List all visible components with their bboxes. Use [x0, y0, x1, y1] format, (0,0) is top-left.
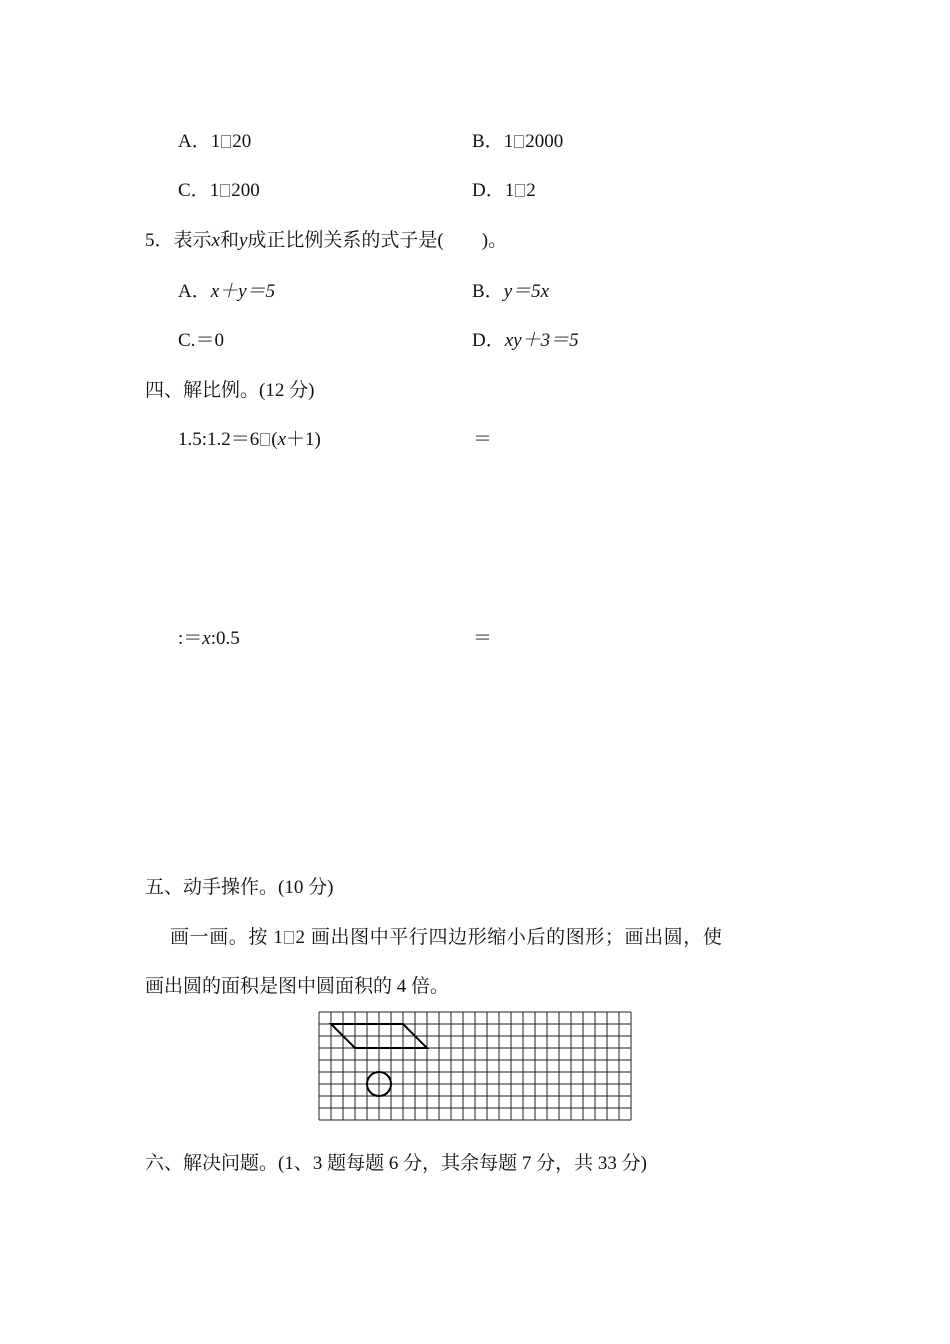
option-expression: x＋y＝5	[210, 281, 276, 302]
proportion-equation-4: ＝	[473, 628, 493, 649]
section-6-title: 六、解决问题。(1、3 题每题 6 分，其余每题 7 分，共 33 分)	[145, 1153, 647, 1174]
equation-text: (	[271, 429, 278, 450]
q5-option-a	[178, 280, 275, 304]
option-label: C．	[178, 180, 210, 201]
option-expression: xy＋3＝5	[504, 330, 579, 351]
proportion-equation-1	[178, 428, 321, 452]
grid-lines	[319, 1012, 631, 1120]
option-expression: ＝0	[195, 330, 224, 351]
missing-glyph-box	[284, 931, 294, 944]
option-value: 1	[503, 131, 514, 152]
equation-text: 1.5:1.2＝6	[178, 429, 260, 450]
instruction-text: 画一画。按 1	[170, 927, 284, 948]
missing-glyph-box	[221, 135, 231, 148]
section-5-title: 五、动手操作。(10 分)	[145, 877, 334, 898]
missing-glyph-box	[260, 433, 270, 446]
q5-option-c	[178, 329, 224, 353]
variable-x: x	[277, 429, 287, 450]
question-text: 成正比例关系的式子是( )。	[247, 230, 508, 251]
q5-option-d	[472, 329, 579, 353]
variable-x: x	[211, 230, 220, 251]
option-label: D．	[472, 330, 505, 351]
equation-text: ＋1)	[286, 429, 321, 450]
q4-option-d	[472, 179, 536, 203]
instruction-text: 2 画出图中平行四边形缩小后的图形；画出圆，使	[295, 927, 723, 948]
option-value: 2	[526, 180, 536, 201]
missing-glyph-box	[220, 184, 230, 197]
option-value: 1	[210, 131, 221, 152]
option-value: 2000	[525, 131, 564, 152]
option-expression: y＝5x	[503, 281, 550, 302]
question-text: 和	[219, 230, 239, 251]
q4-option-a	[178, 130, 251, 154]
q4-option-b	[472, 130, 563, 154]
variable-y: y	[238, 230, 248, 251]
section-4-title: 四、解比例。(12 分)	[145, 380, 315, 401]
option-label: A．	[178, 281, 211, 302]
option-label: B．	[472, 281, 504, 302]
option-value: 20	[232, 131, 252, 152]
equation-text: :＝	[178, 628, 203, 649]
section-5-instruction-line-2: 画出圆的面积是图中圆面积的 4 倍。	[145, 976, 450, 997]
question-text: 表示	[173, 230, 212, 251]
proportion-equation-3	[178, 627, 240, 651]
option-label: C.	[178, 330, 196, 351]
option-value: 1	[504, 180, 515, 201]
option-value: 200	[231, 180, 260, 201]
option-label: D．	[472, 180, 505, 201]
option-label: A．	[178, 131, 211, 152]
option-value: 1	[209, 180, 220, 201]
drawing-grid[interactable]	[318, 1011, 632, 1127]
question-number: 5．	[145, 230, 174, 251]
equation-text: :0.5	[210, 628, 240, 649]
q4-option-c	[178, 179, 260, 203]
q5-option-b	[472, 280, 549, 304]
grid-canvas[interactable]	[318, 1011, 632, 1121]
missing-glyph-box	[514, 135, 524, 148]
question-5	[145, 229, 507, 253]
proportion-equation-2: ＝	[473, 429, 493, 450]
option-label: B．	[472, 131, 504, 152]
variable-x: x	[202, 628, 211, 649]
missing-glyph-box	[515, 184, 525, 197]
section-5-instruction-line-1	[170, 926, 723, 950]
